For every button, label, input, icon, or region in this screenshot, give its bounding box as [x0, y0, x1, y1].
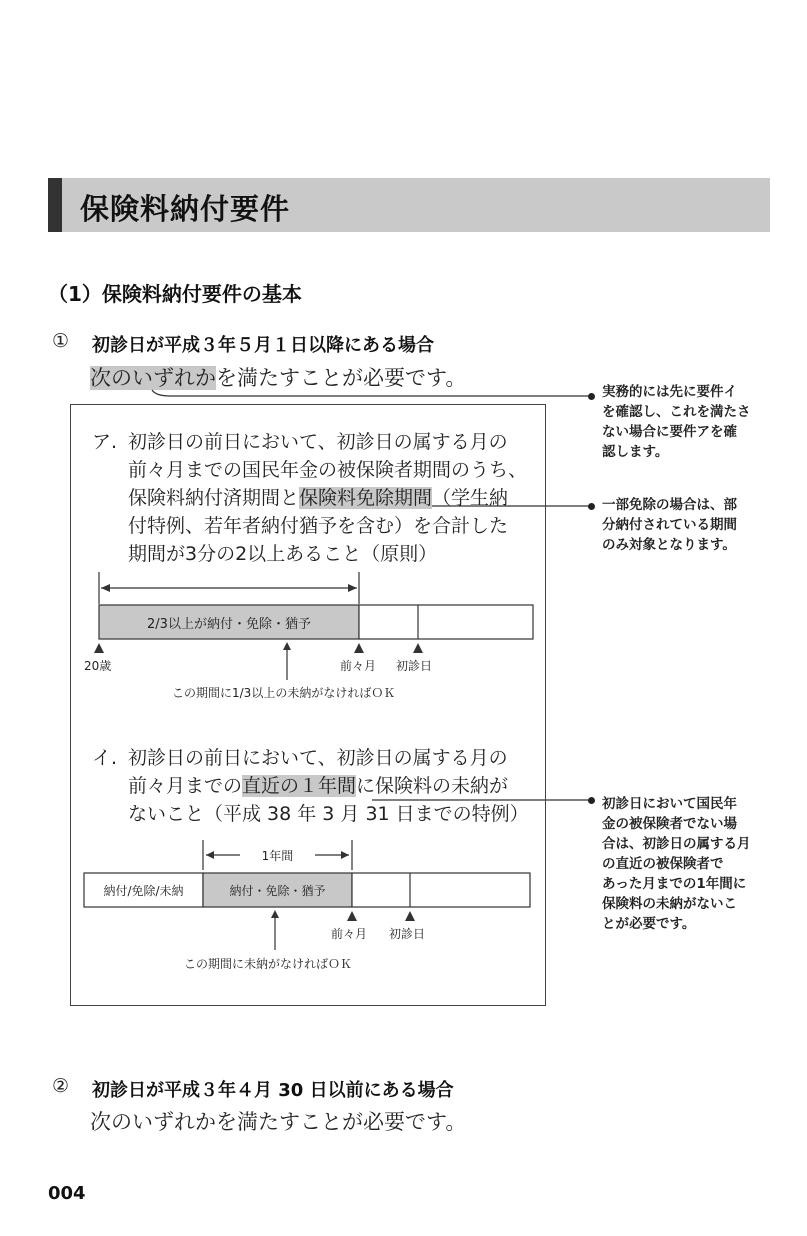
note1-line: 認します。 — [602, 444, 669, 460]
note1-bullet — [588, 393, 595, 400]
note3-line: とが必要です。 — [602, 916, 696, 932]
case1-body-highlight: 次のいずれか — [90, 366, 216, 390]
item-b-line: 初診日の前日において、初診日の属する月の — [128, 747, 508, 769]
timeline-a-shaded-label: 2/3以上が納付・免除・猶予 — [147, 617, 311, 632]
item-b-marker: イ. — [92, 747, 118, 769]
case2-heading: 初診日が平成３年４月 30 日以前にある場合 — [92, 1080, 454, 1101]
item-a-line3-pre: 保険料納付済期間と — [128, 487, 300, 509]
subheading: （1）保険料納付要件の基本 — [48, 282, 302, 306]
note3-line: 金の被保険者でない場 — [602, 816, 737, 832]
note3-line: 合は、初診日の属する月 — [602, 836, 751, 852]
item-a-line: 付特例、若年者納付猶予を含む）を合計した — [128, 515, 509, 537]
note2-line: 一部免除の場合は、部 — [602, 497, 737, 513]
note2 — [602, 495, 737, 555]
case2-body: 次のいずれかを満たすことが必要です。 — [90, 1110, 467, 1134]
case1-body-rest: を満たすことが必要です。 — [216, 366, 467, 390]
note3-line: 初診日において国民年 — [602, 796, 737, 812]
timeline-b-caption: この期間に未納がなければＯＫ — [184, 957, 353, 971]
item-b-line2-pre: 前々月までの — [128, 775, 243, 797]
note1 — [602, 382, 751, 462]
case1-heading: 初診日が平成３年５月１日以降にある場合 — [92, 335, 434, 356]
item-b-line: ないこと（平成 38 年 3 月 31 日までの特例） — [128, 803, 529, 825]
timeline-a-label-mid: 前々月 — [340, 659, 377, 673]
note1-line: ない場合に要件アを確 — [602, 424, 737, 440]
note1-line: を確認し、これを満たさ — [602, 404, 751, 420]
item-a-highlight: 保険料免除期間 — [299, 487, 433, 509]
item-a-line — [128, 484, 538, 512]
timeline-b-shaded-label: 納付・免除・猶予 — [229, 884, 326, 898]
timeline-b-left-label: 納付/免除/未納 — [103, 884, 184, 898]
note3-line: あった月までの1年間に — [602, 876, 747, 892]
timeline-b-span-label: 1年間 — [261, 849, 294, 863]
item-b-line — [128, 772, 538, 800]
timeline-b-label-mid: 前々月 — [331, 927, 368, 941]
timeline-a-label-end: 初診日 — [396, 659, 433, 673]
page-number: 004 — [48, 1183, 86, 1204]
timeline-a-caption: この期間に1/3以上の未納がなければＯＫ — [172, 686, 396, 700]
note2-line: 分納付されている期間 — [602, 517, 737, 533]
item-b-text — [128, 744, 538, 828]
note3-line: 保険料の未納がないこ — [602, 896, 737, 912]
note2-line: のみ対象となります。 — [602, 537, 736, 553]
note2-bullet — [588, 503, 595, 510]
item-b-line2-post: に保険料の未納が — [356, 775, 509, 797]
timeline-a-label-start: 20歳 — [84, 659, 112, 673]
item-a-text — [128, 428, 538, 568]
note1-line: 実務的には先に要件イ — [602, 384, 737, 400]
note3-line: の直近の被保険者で — [602, 856, 724, 872]
timeline-b-label-end: 初診日 — [389, 927, 426, 941]
item-a-marker: ア. — [92, 431, 118, 453]
note3 — [602, 794, 751, 934]
item-b-highlight: 直近の１年間 — [242, 775, 357, 797]
item-a-line: 初診日の前日において、初診日の属する月の — [128, 431, 508, 453]
item-a-line: 期間が3分の2以上あること（原則） — [128, 543, 438, 565]
note3-bullet — [588, 797, 595, 804]
case2-number: ② — [52, 1075, 70, 1097]
case1-number: ① — [52, 330, 70, 352]
section-title: 保険料納付要件 — [80, 192, 291, 226]
item-a-line3-post: （学生納 — [432, 487, 509, 509]
item-a-line: 前々月までの国民年金の被保険者期間のうち、 — [128, 459, 528, 481]
